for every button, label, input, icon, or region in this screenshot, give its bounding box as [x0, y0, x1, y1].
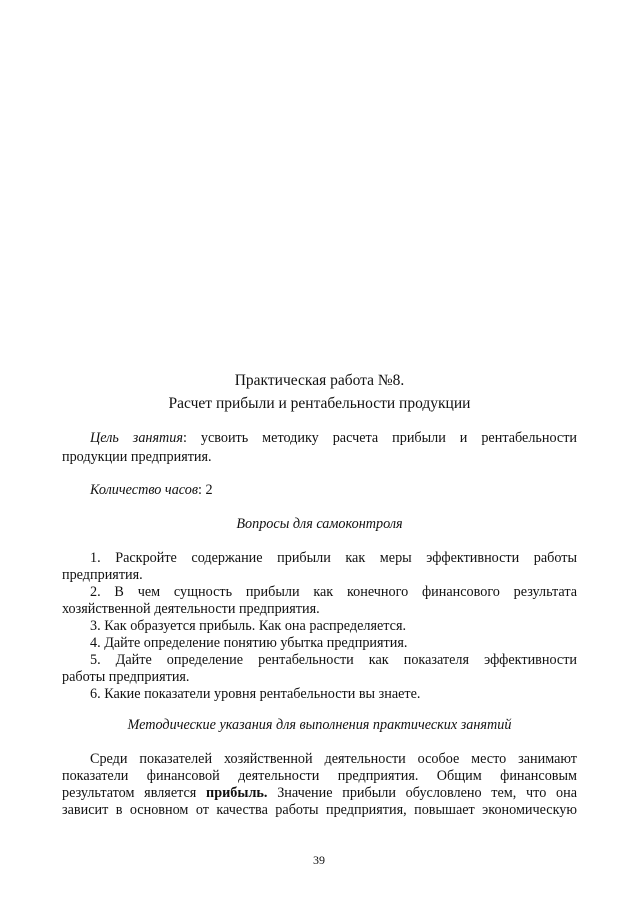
hours-label: Количество часов — [90, 482, 198, 498]
profit-term: прибыль. — [206, 785, 268, 801]
goal-line-1 — [90, 430, 577, 447]
title-line-1: Практическая работа №8. — [234, 372, 405, 389]
question-4: 4. Дайте определение понятию убытка предприятия. — [90, 635, 408, 651]
body-line-3 — [62, 785, 577, 802]
question-2-line-1: 2. В чем сущность прибыли как конечного финансового результата — [90, 584, 577, 600]
title-line-2: Расчет прибыли и рентабельности продукции — [168, 395, 471, 412]
question-6: 6. Какие показатели уровня рентабельности вы знаете. — [90, 686, 421, 702]
question-5-line-2: работы предприятия. — [62, 669, 190, 685]
body-line-4: зависит в основном от качества работы предприятия, повышает экономическую — [62, 802, 577, 818]
body-line-2: показатели финансовой деятельности предприятия. Общим финансовым — [62, 768, 577, 784]
question-3: 3. Как образуется прибыль. Как она распределяется. — [90, 618, 407, 634]
goal-line-2: продукции предприятия. — [62, 449, 212, 465]
goal-text: : усвоить методику расчета прибыли и рентабельности — [182, 430, 577, 446]
hours-line — [90, 482, 577, 499]
question-1-line-1: 1. Раскройте содержание прибыли как меры эффективности работы — [90, 550, 577, 566]
body-line-3-start: результатом является — [62, 785, 207, 801]
guidelines-heading: Методические указания для выполнения практических занятий — [127, 717, 512, 733]
question-1-line-2: предприятия. — [62, 567, 143, 583]
question-2-line-2: хозяйственной деятельности предприятия. — [62, 601, 320, 617]
question-5-line-1: 5. Дайте определение рентабельности как показателя эффективности — [90, 652, 577, 668]
goal-label: Цель занятия — [90, 430, 183, 446]
page-number: 39 — [313, 853, 325, 867]
body-line-3-end: Значение прибыли обусловлено тем, что она — [267, 785, 577, 801]
hours-value: : 2 — [198, 482, 213, 498]
body-line-1: Среди показателей хозяйственной деятельности особое место занимают — [90, 751, 577, 767]
questions-heading: Вопросы для самоконтроля — [236, 516, 403, 532]
